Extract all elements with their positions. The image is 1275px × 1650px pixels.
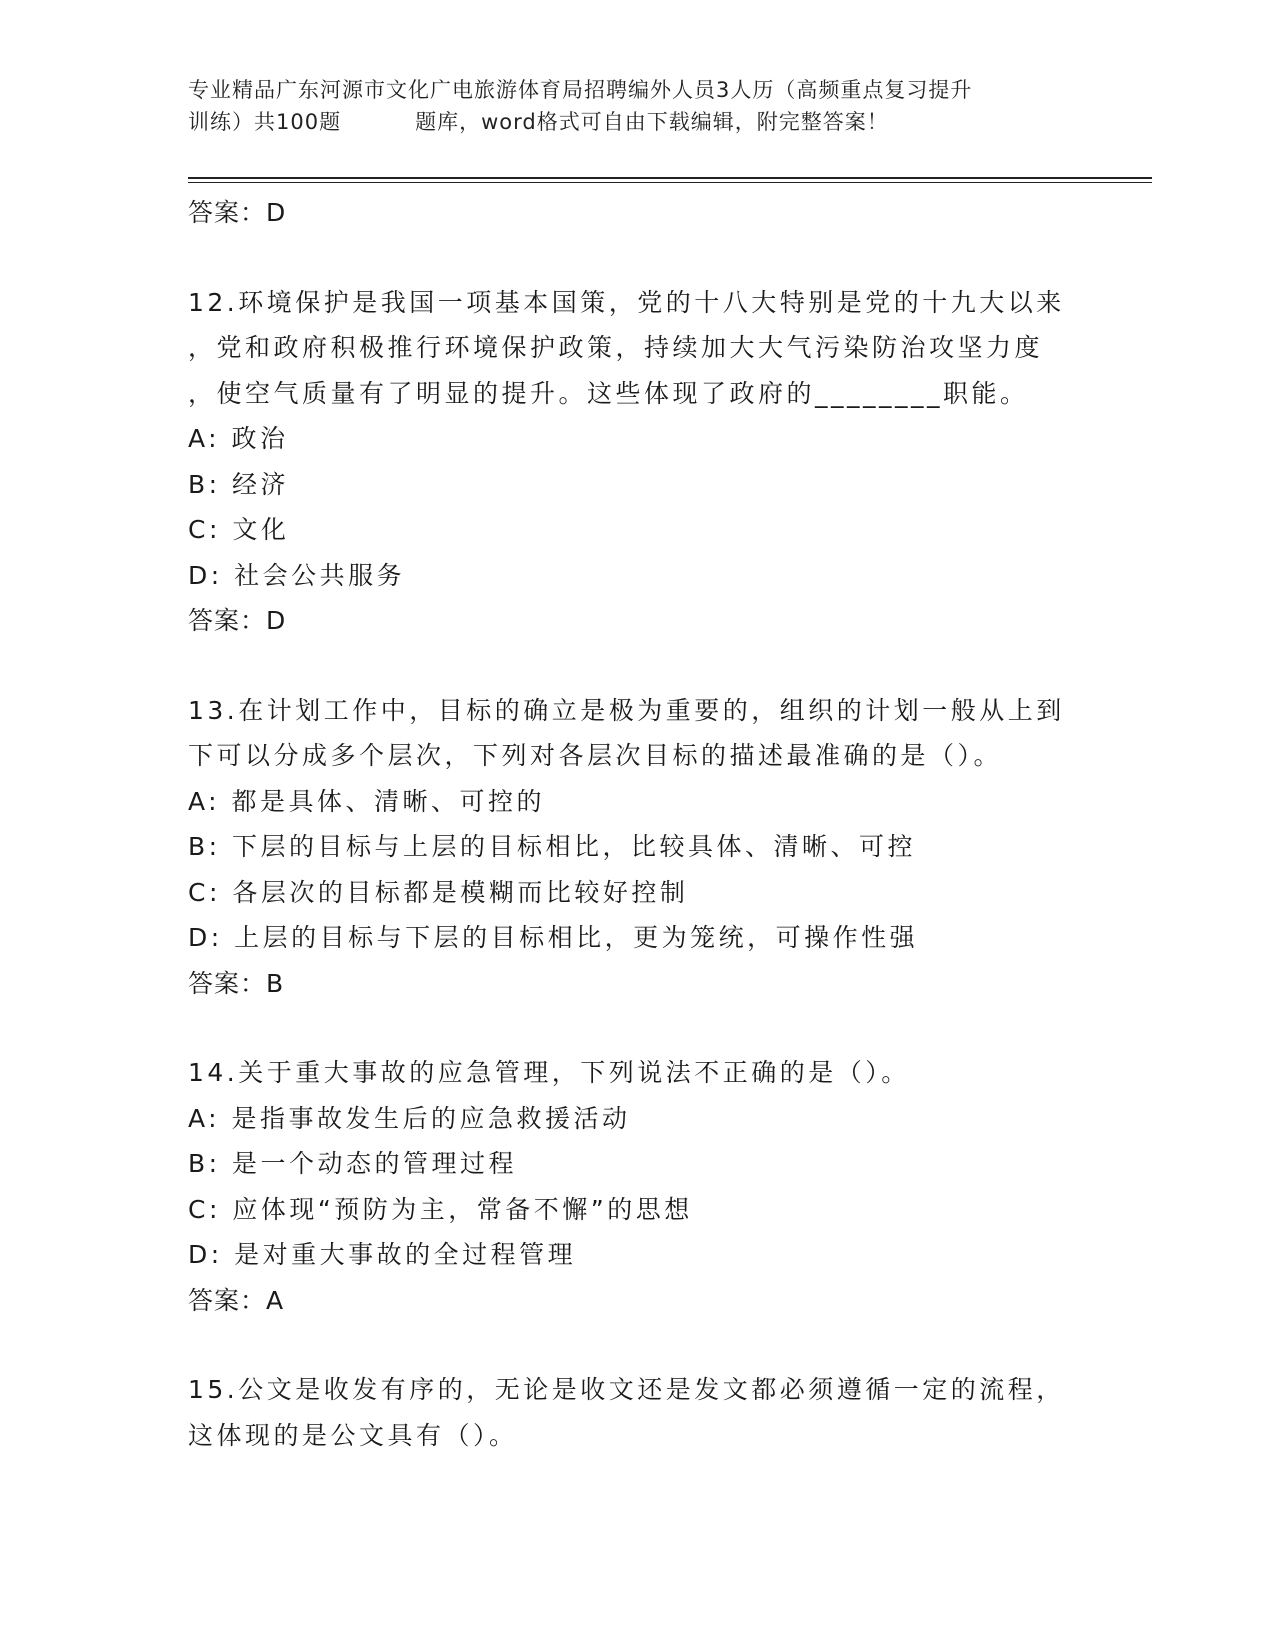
answer-line: 答案：B — [188, 968, 285, 998]
answer-line: 答案：A — [188, 1285, 285, 1315]
option-a: A: 都是具体、清晰、可控的 — [188, 786, 546, 816]
option-c: C: 应体现“预防为主，常备不懈”的思想 — [188, 1194, 693, 1224]
option-d: D: 社会公共服务 — [188, 560, 406, 590]
header-title-line-2 — [188, 106, 1088, 138]
option-b: B: 下层的目标与上层的目标相比，比较具体、清晰、可控 — [188, 832, 917, 861]
question-14 — [188, 1050, 1088, 1323]
question-15 — [188, 1367, 1088, 1458]
header-title-line-2-right: 题库，word格式可自由下载编辑，附完整答案！ — [415, 110, 889, 134]
header-title-line-1: 专业精品广东河源市文化广电旅游体育局招聘编外人员3人历（高频重点复习提升 — [188, 78, 973, 102]
answer-line: 答案：D — [188, 198, 287, 227]
option-d: D: 是对重大事故的全过程管理 — [188, 1240, 577, 1269]
question-text-line: ，党和政府积极推行环境保护政策，持续加大大气污染防治攻坚力度 — [188, 333, 1044, 362]
option-c: C: 各层次的目标都是模糊而比较好控制 — [188, 877, 689, 907]
answer-line: 答案：D — [188, 606, 287, 635]
header-divider-thin — [188, 182, 1152, 183]
question-text-line: 下可以分成多个层次，下列对各层次目标的描述最准确的是（）。 — [188, 741, 1003, 770]
question-text-line: 15.公文是收发有序的，无论是收文还是发文都必须遵循一定的流程， — [188, 1375, 1065, 1404]
option-a: A: 是指事故发生后的应急救援活动 — [188, 1103, 631, 1133]
question-text-line: 这体现的是公文具有（）。 — [188, 1420, 518, 1450]
header-divider-thick — [188, 177, 1152, 179]
option-c: C: 文化 — [188, 515, 290, 544]
question-text-line: 12.环境保护是我国一项基本国策，党的十八大特别是党的十九大以来 — [188, 287, 1065, 317]
header-title-line-2-left: 训练）共100题 — [188, 110, 342, 134]
question-13 — [188, 688, 1088, 1007]
question-list — [188, 190, 1088, 1458]
question-text-line: 13.在计划工作中，目标的确立是极为重要的，组织的计划一般从上到 — [188, 695, 1065, 725]
option-b: B: 经济 — [188, 469, 290, 499]
option-a: A: 政治 — [188, 424, 289, 453]
page-header — [188, 74, 1088, 138]
option-d: D: 上层的目标与下层的目标相比，更为笼统，可操作性强 — [188, 923, 919, 952]
question-12 — [188, 280, 1088, 644]
question-text-line: ，使空气质量有了明显的提升。这些体现了政府的________职能。 — [188, 378, 1029, 408]
question-text-line: 14.关于重大事故的应急管理，下列说法不正确的是（）。 — [188, 1058, 910, 1087]
option-b: B: 是一个动态的管理过程 — [188, 1149, 518, 1178]
